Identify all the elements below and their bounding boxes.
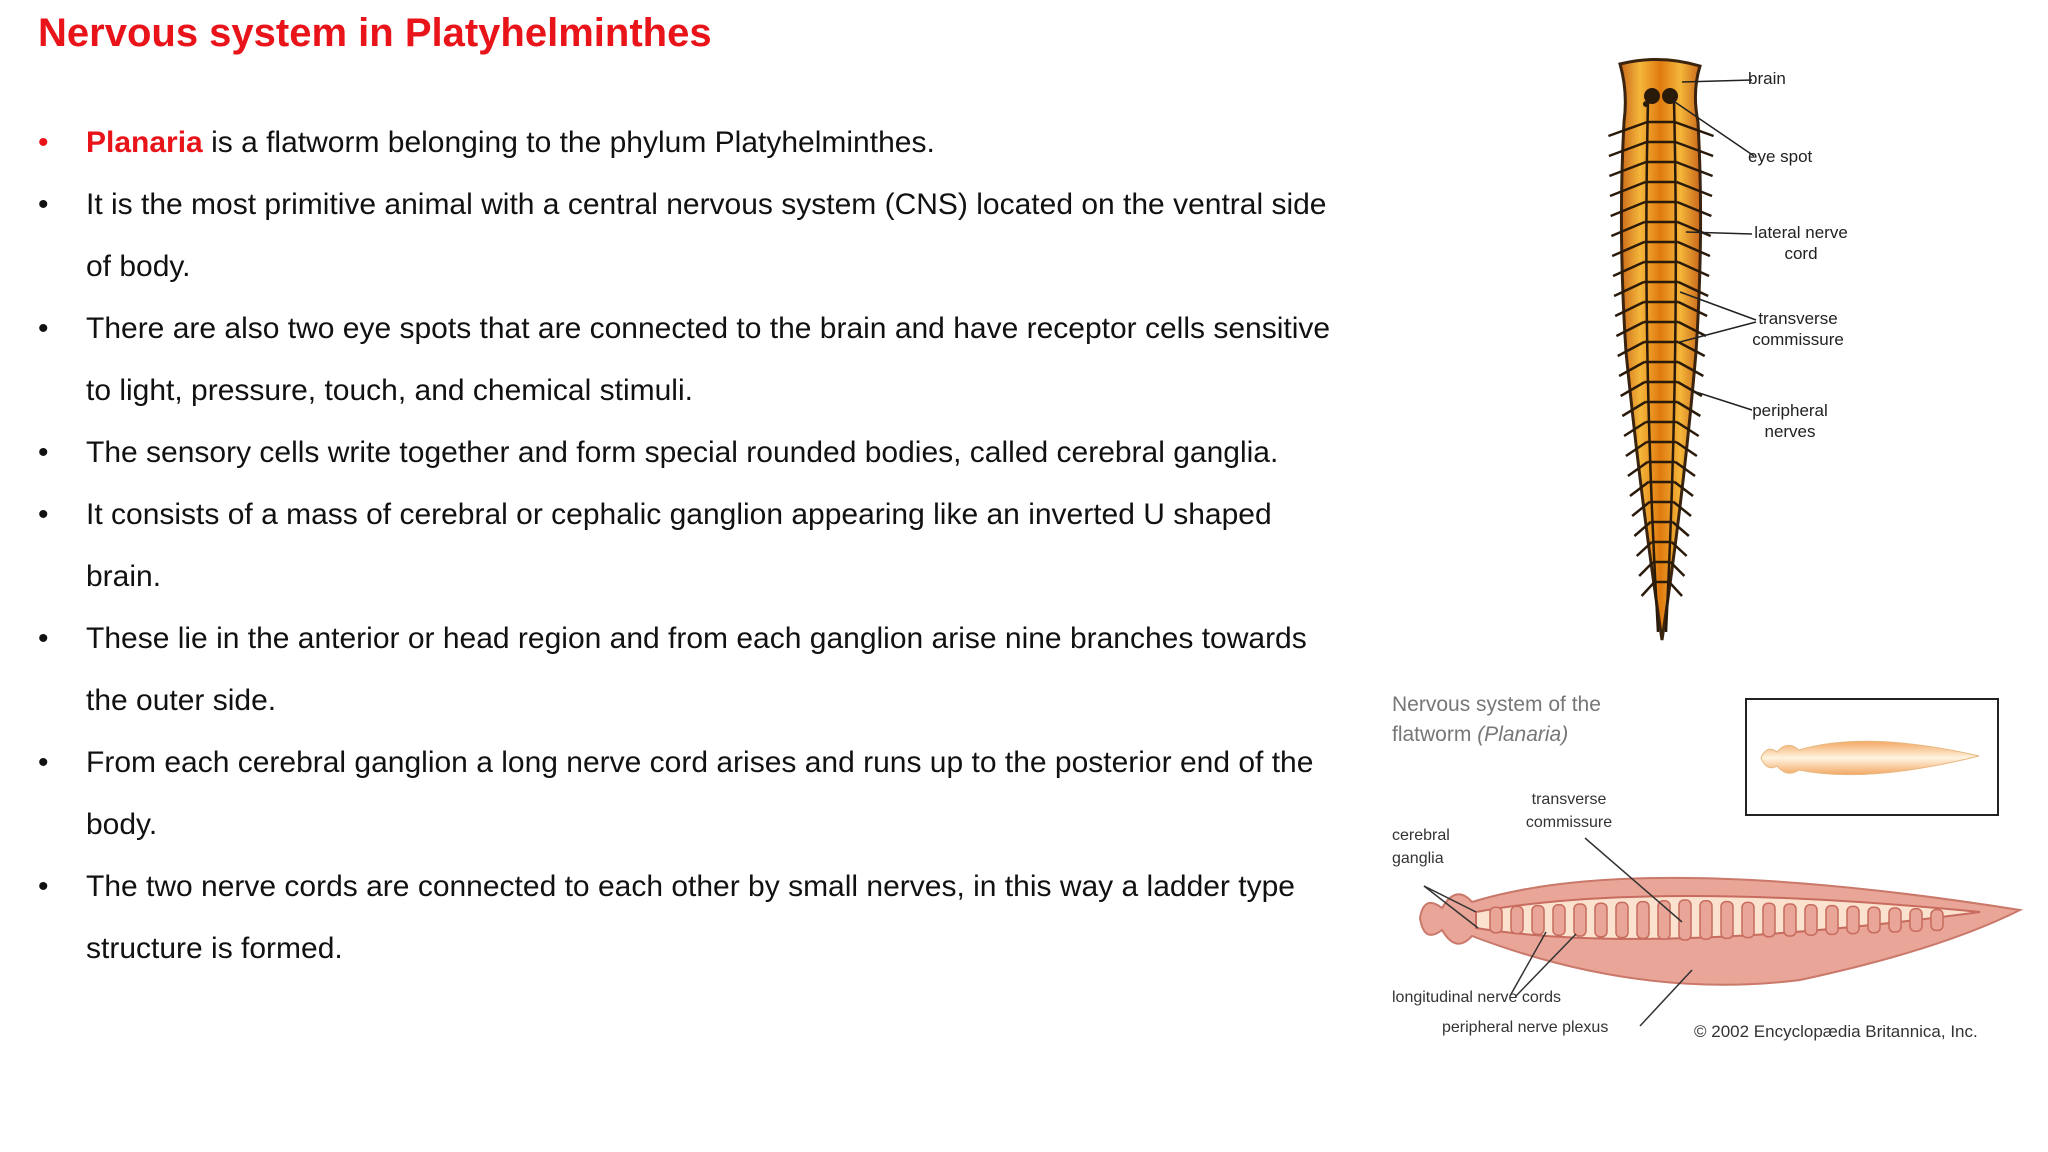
- transverse-rung: [1763, 903, 1775, 937]
- bullet-item: [38, 174, 1338, 298]
- label-transverse-commissure: transverse commissure: [1752, 309, 1844, 349]
- britannica-planaria-figure: [1380, 690, 2040, 1050]
- bullet-icon: •: [38, 436, 49, 469]
- caption-line-1: Nervous system of the: [1392, 693, 1601, 716]
- transverse-rung: [1847, 906, 1859, 933]
- label-brain: brain: [1748, 69, 1786, 88]
- bullet-icon: •: [38, 746, 49, 779]
- transverse-rung: [1826, 906, 1838, 935]
- peripheral-nerve-line: [1642, 582, 1655, 596]
- slide-title: Nervous system in Platyhelminthes: [38, 11, 712, 55]
- transverse-rung: [1532, 906, 1544, 935]
- transverse-rung: [1490, 907, 1502, 933]
- bullet-item: [38, 484, 1338, 608]
- transverse-rung: [1910, 909, 1922, 931]
- bullet-icon: •: [38, 126, 49, 159]
- transverse-rung: [1931, 910, 1943, 931]
- copyright-notice: © 2002 Encyclopædia Britannica, Inc.: [1694, 1022, 1978, 1041]
- bullet-icon: •: [38, 870, 49, 903]
- bullet-text: The two nerve cords are connected to each other by small nerves, in this way a ladder type structure is formed.: [86, 870, 1295, 965]
- transverse-rung: [1721, 902, 1733, 939]
- bullet-item: [38, 112, 1338, 174]
- bullet-item: [38, 298, 1338, 422]
- label-cerebral-ganglia: cerebral ganglia: [1392, 827, 1450, 867]
- bullet-text: From each cerebral ganglion a long nerve cord arises and runs up to the posterior end of the body.: [86, 746, 1314, 841]
- transverse-rung: [1868, 907, 1880, 933]
- transverse-rung: [1637, 902, 1649, 939]
- bullet-text: is a flatworm belonging to the phylum Platyhelminthes.: [202, 126, 935, 159]
- transverse-rung: [1616, 902, 1628, 937]
- transverse-rung: [1889, 908, 1901, 932]
- bullet-item: [38, 608, 1338, 732]
- label-longitudinal-nerve-cords: longitudinal nerve cords: [1392, 989, 1561, 1006]
- transverse-rung: [1805, 905, 1817, 935]
- label-transverse-commissure-2: transverse commissure: [1525, 791, 1613, 831]
- label-eye-spot: eye spot: [1748, 147, 1813, 166]
- transverse-rung: [1784, 904, 1796, 936]
- highlight-term: Planaria: [86, 126, 203, 159]
- bullet-text: It is the most primitive animal with a central nervous system (CNS) located on the ventral side of body.: [86, 188, 1327, 283]
- bullet-icon: •: [38, 622, 49, 655]
- caption-prefix: flatworm: [1392, 723, 1478, 746]
- label-peripheral-nerves: peripheral nerves: [1752, 401, 1828, 441]
- transverse-rung: [1700, 901, 1712, 939]
- caption-italic: (Planaria): [1477, 723, 1569, 746]
- transverse-rung: [1553, 905, 1565, 935]
- bullet-icon: •: [38, 312, 49, 345]
- planaria-nervous-system-figure: [1580, 52, 1880, 652]
- bullet-text: The sensory cells write together and form special rounded bodies, called cerebral ganglia.: [86, 436, 1279, 469]
- bullet-icon: •: [38, 188, 49, 221]
- transverse-rung: [1742, 902, 1754, 937]
- transverse-rung: [1511, 906, 1523, 933]
- label-lateral-nerve-cord: lateral nerve cord: [1754, 223, 1848, 263]
- label-peripheral-nerve-plexus: peripheral nerve plexus: [1442, 1019, 1609, 1036]
- transverse-rung: [1574, 904, 1586, 936]
- bullet-list: [38, 112, 1338, 980]
- transverse-rung: [1595, 903, 1607, 937]
- planaria-vertical-diagram: [1580, 52, 1880, 652]
- bullet-item: [38, 732, 1338, 856]
- bullet-icon: •: [38, 498, 49, 531]
- bullet-text: It consists of a mass of cerebral or cephalic ganglion appearing like an inverted U shaped brain.: [86, 498, 1272, 593]
- bullet-item: [38, 422, 1338, 484]
- bullet-text: These lie in the anterior or head region and from each ganglion arise nine branches towards the outer side.: [86, 622, 1307, 717]
- peripheral-nerve-line: [1669, 582, 1682, 596]
- bullet-text: There are also two eye spots that are connected to the brain and have receptor cells sensitive to light, pressure, touch, and chemical stimuli.: [86, 312, 1331, 407]
- bullet-item: [38, 856, 1338, 980]
